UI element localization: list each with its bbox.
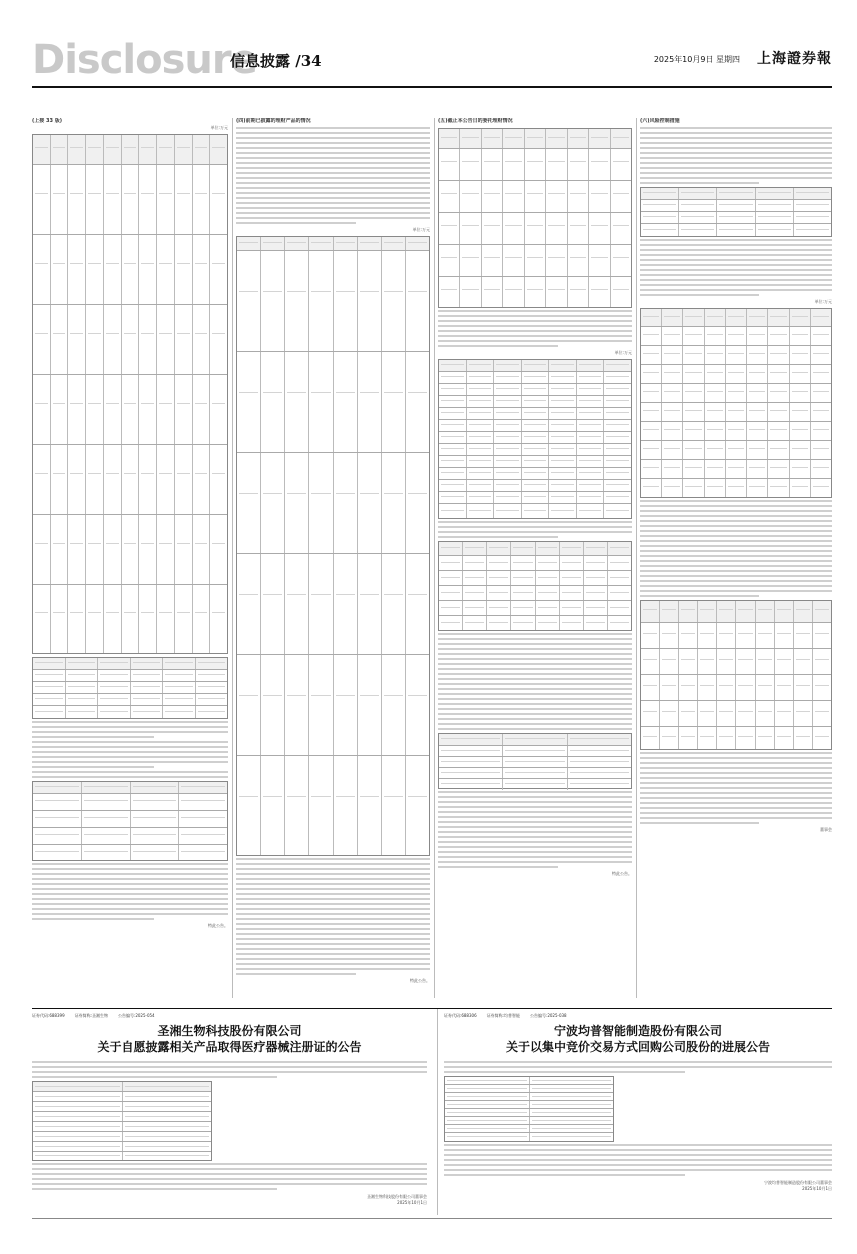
stock-code: 证券代码:688306 xyxy=(444,1013,477,1018)
summary-table xyxy=(32,657,228,719)
certificate-table xyxy=(32,1081,212,1161)
column-signoff: 特此公告。 xyxy=(612,871,632,876)
bank-products-table xyxy=(438,359,632,519)
stock-code: 证券代码:688399 xyxy=(32,1013,65,1018)
column-heading: (五)截止本公告日的委托理财情况 xyxy=(438,118,513,124)
prior-products-table xyxy=(236,236,430,856)
subscription-detail-table xyxy=(640,308,832,498)
entrusted-finance-table xyxy=(438,128,632,308)
stock-name: 证券简称:均普智能 xyxy=(486,1013,520,1018)
announcement-title: 关于自愿披露相关产品取得医疗器械注册证的公告 xyxy=(97,1040,362,1054)
unit-note: 单位:万元 xyxy=(814,299,832,304)
announcement-company: 宁波均普智能制造股份有限公司 xyxy=(553,1024,722,1038)
signoff-company: 圣湘生物科技股份有限公司董事会 xyxy=(367,1194,427,1199)
structured-deposit-table xyxy=(438,541,632,631)
stock-codes xyxy=(444,1013,832,1019)
fund-usage-table xyxy=(640,187,832,237)
column-signoff: 董事会 xyxy=(820,827,832,832)
column-heading: (六)风险控制措施 xyxy=(640,118,680,124)
announcement-shengxiang xyxy=(32,1009,427,1215)
financial-indicator-table xyxy=(438,733,632,789)
stock-codes xyxy=(32,1013,427,1019)
column-3 xyxy=(438,118,632,998)
wealth-product-table xyxy=(32,134,228,654)
column-signoff: 特此公告。 xyxy=(410,978,430,983)
column-divider xyxy=(232,118,233,998)
column-1 xyxy=(32,118,228,998)
announcement-body xyxy=(444,1061,832,1176)
column-signoff: 特此公告。 xyxy=(208,923,228,928)
column-divider xyxy=(434,118,435,998)
page-section-title: 信息披露 /34 xyxy=(230,52,322,70)
body-text xyxy=(32,721,228,778)
announcement-company: 圣湘生物科技股份有限公司 xyxy=(157,1024,302,1038)
buyback-table xyxy=(444,1076,614,1142)
announcement-title: 关于以集中竞价交易方式回购公司股份的进展公告 xyxy=(505,1040,770,1054)
stock-name: 证券简称:圣湘生物 xyxy=(74,1013,108,1018)
signoff-date: 2025年10月1日 xyxy=(397,1200,427,1205)
newspaper-logo: 上海證券報 xyxy=(757,51,832,67)
notice-number: 公告编号:2025-054 xyxy=(117,1013,155,1018)
column-heading: (上接 33 版) xyxy=(32,118,63,124)
column-2 xyxy=(236,118,430,998)
unit-note: 单位:万元 xyxy=(614,350,632,355)
column-heading: (四)前期已披露的理财产品的情况 xyxy=(236,118,311,124)
footer-rule xyxy=(32,1218,832,1219)
issue-date: 2025年10月9日 星期四 xyxy=(653,55,740,64)
announcements xyxy=(32,1008,832,1214)
column-4 xyxy=(640,118,832,998)
unit-note: 单位:万元 xyxy=(210,125,228,130)
masthead xyxy=(32,36,832,88)
column-divider xyxy=(636,118,637,998)
notice-number: 公告编号:2025-038 xyxy=(529,1013,567,1018)
section-brand: Disclosure xyxy=(32,37,257,83)
disclosure-body xyxy=(32,118,832,998)
investment-detail-table xyxy=(640,600,832,750)
unit-note: 单位:万元 xyxy=(412,227,430,232)
announcement-body xyxy=(32,1061,427,1190)
signoff-company: 宁波均普智能制造股份有限公司董事会 xyxy=(764,1180,832,1185)
classification-table xyxy=(32,781,228,861)
signoff-date: 2025年10月1日 xyxy=(802,1186,832,1191)
announcement-junpu xyxy=(437,1009,832,1215)
